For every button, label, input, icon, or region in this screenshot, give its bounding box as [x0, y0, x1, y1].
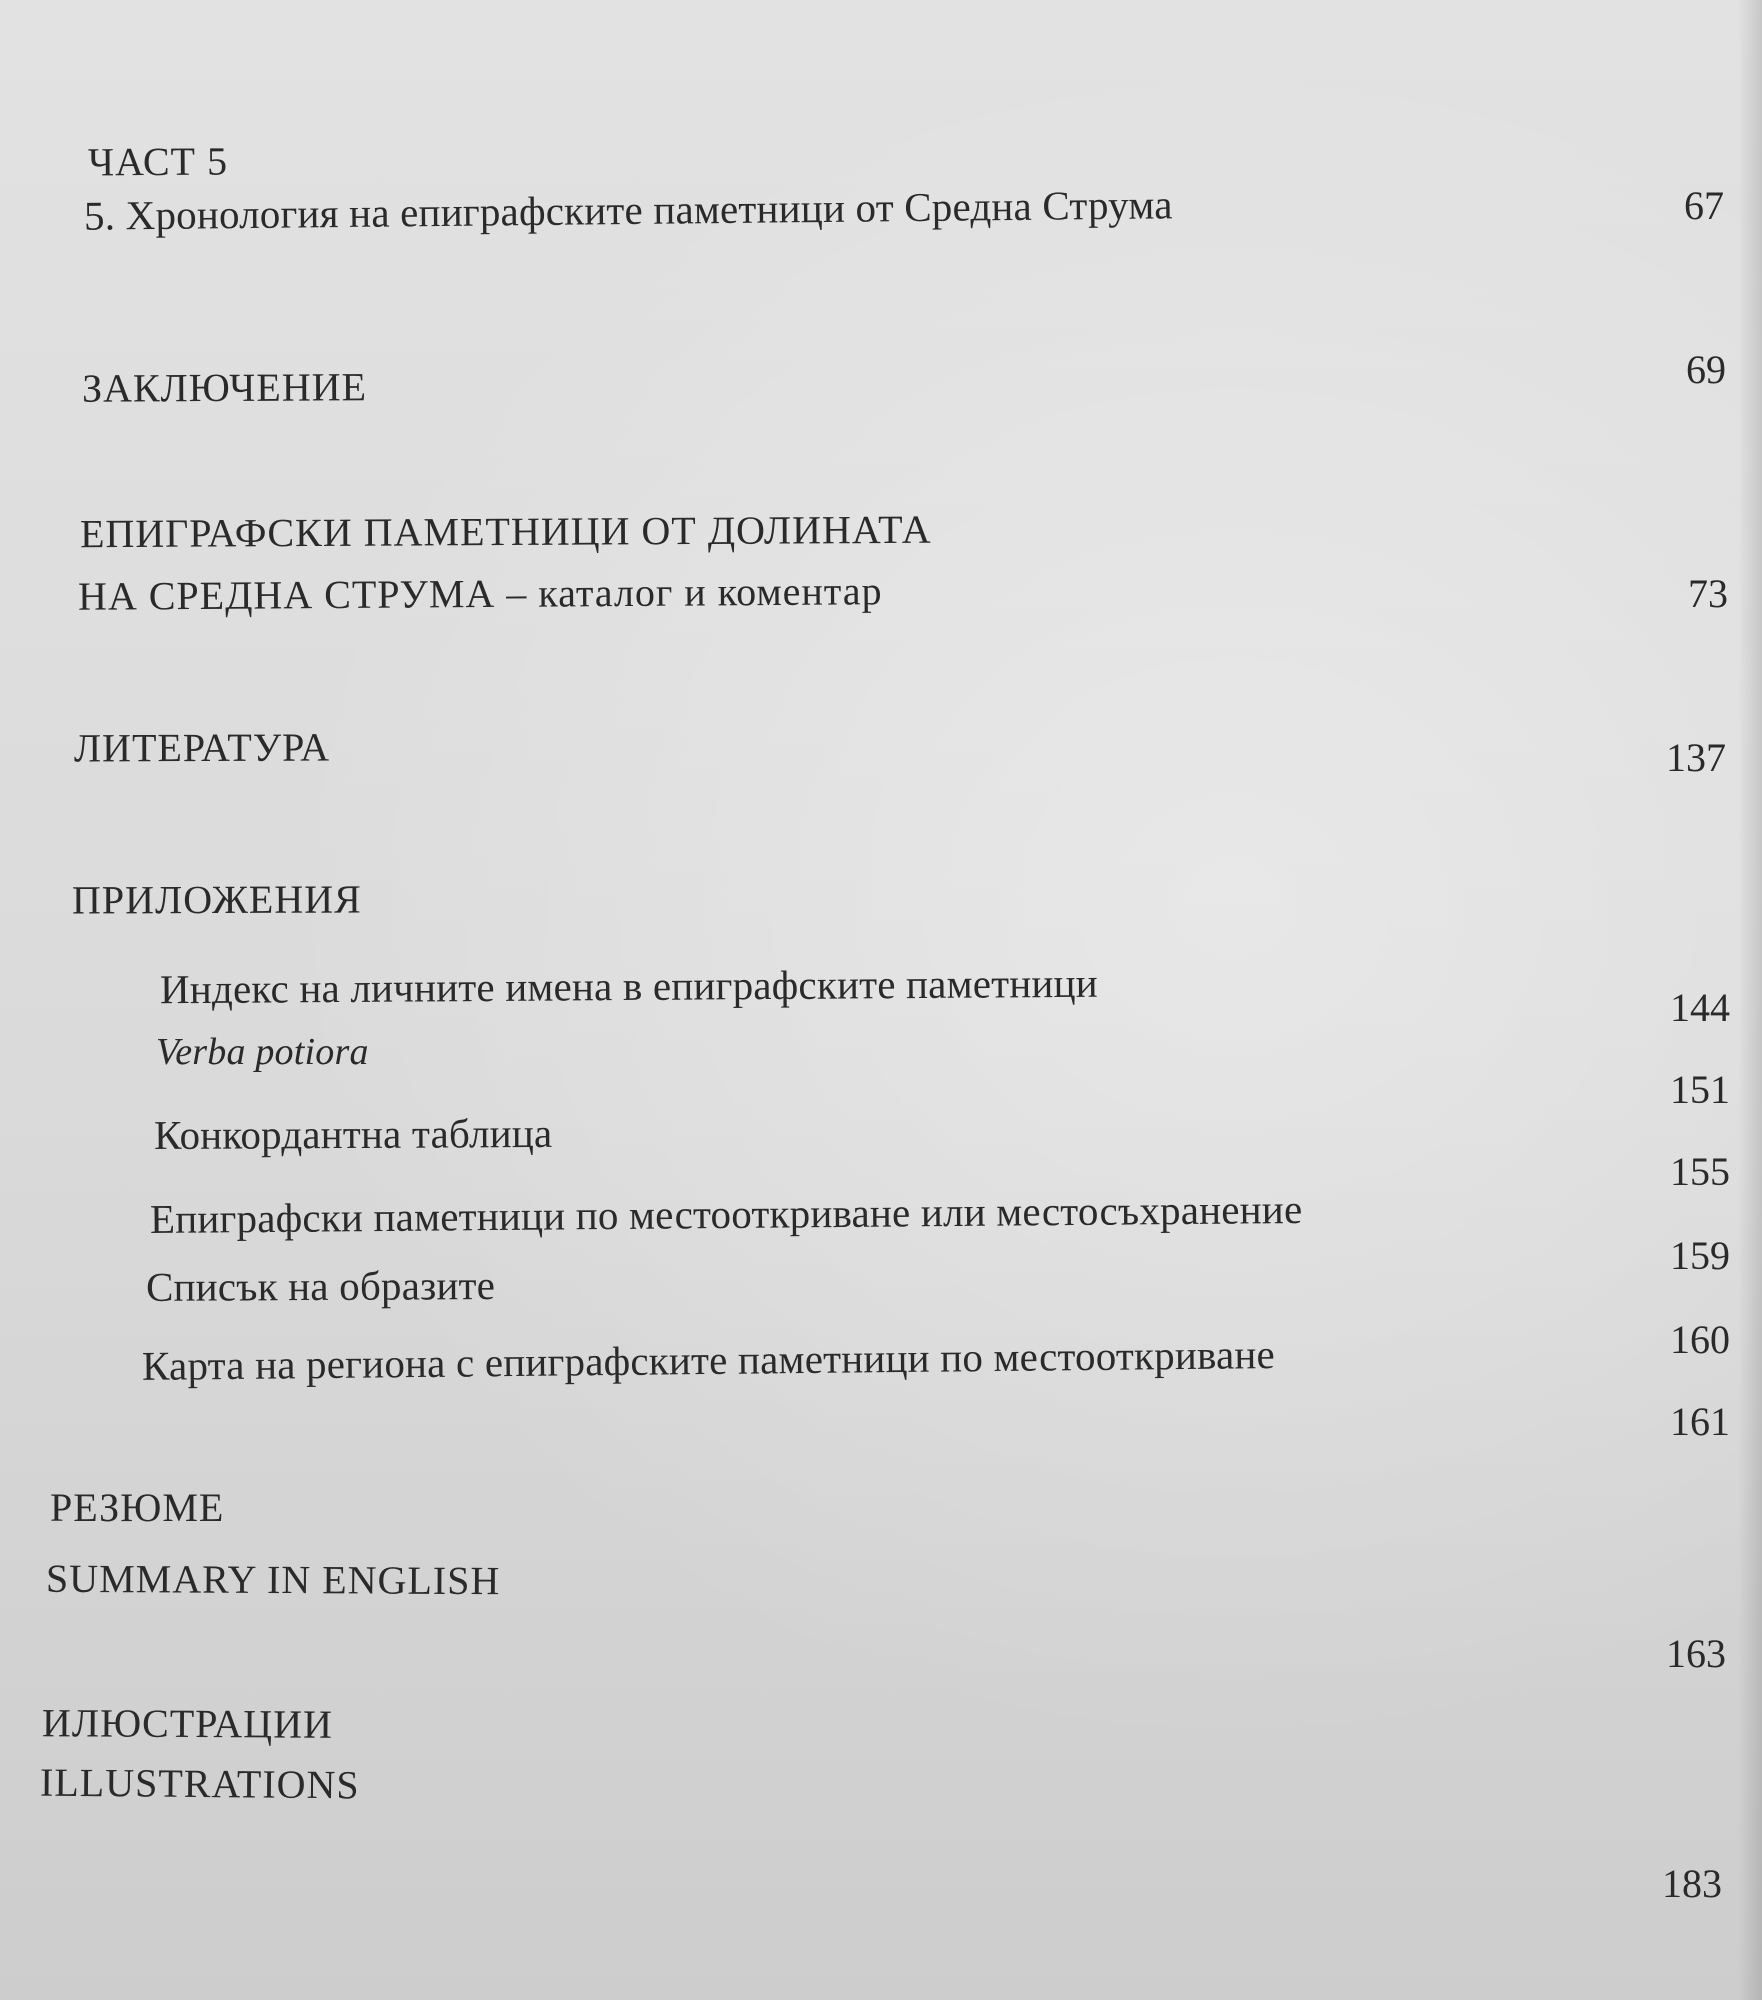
summary-bg-label: РЕЗЮМЕ: [50, 1485, 225, 1530]
chapter5-title: 5. Хронология на епиграфските паметници от Средна Струма: [83, 181, 1173, 239]
appendix-item-page: 159: [1670, 1233, 1730, 1278]
literature-label: ЛИТЕРАТУРА: [73, 724, 331, 771]
page-edge-shadow: [1738, 0, 1762, 2000]
appendix-item-title: Списък на образите: [145, 1262, 496, 1310]
appendix-item-page: 151: [1670, 1067, 1730, 1112]
summary-page: 163: [1666, 1631, 1726, 1676]
chapter5-page: 67: [1684, 183, 1724, 228]
appendix-item-title: Карта на региона с епиграфските паметници по местооткриване: [141, 1331, 1276, 1389]
conclusion-page: 69: [1686, 347, 1726, 392]
appendix-item-page: 160: [1670, 1317, 1730, 1362]
illustrations-en-label: ILLUSTRATIONS: [39, 1759, 360, 1808]
literature-page: 137: [1666, 735, 1726, 780]
appendix-item-page: 155: [1670, 1149, 1730, 1194]
conclusion-label: ЗАКЛЮЧЕНИЕ: [81, 364, 368, 411]
appendix-item-title: Епиграфски паметници по местооткриване или местосъхранение: [149, 1185, 1303, 1243]
illustrations-bg-label: ИЛЮСТРАЦИИ: [41, 1700, 334, 1747]
appendices-label: ПРИЛОЖЕНИЯ: [71, 876, 362, 923]
illustrations-page: 183: [1662, 1861, 1722, 1906]
appendix-item-title: Конкордантна таблица: [153, 1109, 553, 1159]
appendix-item-title: Индекс на личните имена в епиграфските паметници: [159, 959, 1099, 1013]
appendix-item-page: 144: [1670, 985, 1730, 1030]
catalog-title-line1: ЕПИГРАФСКИ ПАМЕТНИЦИ ОТ ДОЛИНАТА: [79, 506, 932, 557]
catalog-page: 73: [1688, 571, 1728, 616]
appendix-item-title: Verba potiora: [156, 1031, 369, 1073]
appendix-item-page: 161: [1670, 1399, 1730, 1444]
catalog-title-line2: НА СРЕДНА СТРУМА – каталог и коментар: [77, 568, 883, 619]
part5-label: ЧАСТ 5: [87, 138, 229, 185]
summary-en-label: SUMMARY IN ENGLISH: [45, 1555, 501, 1604]
